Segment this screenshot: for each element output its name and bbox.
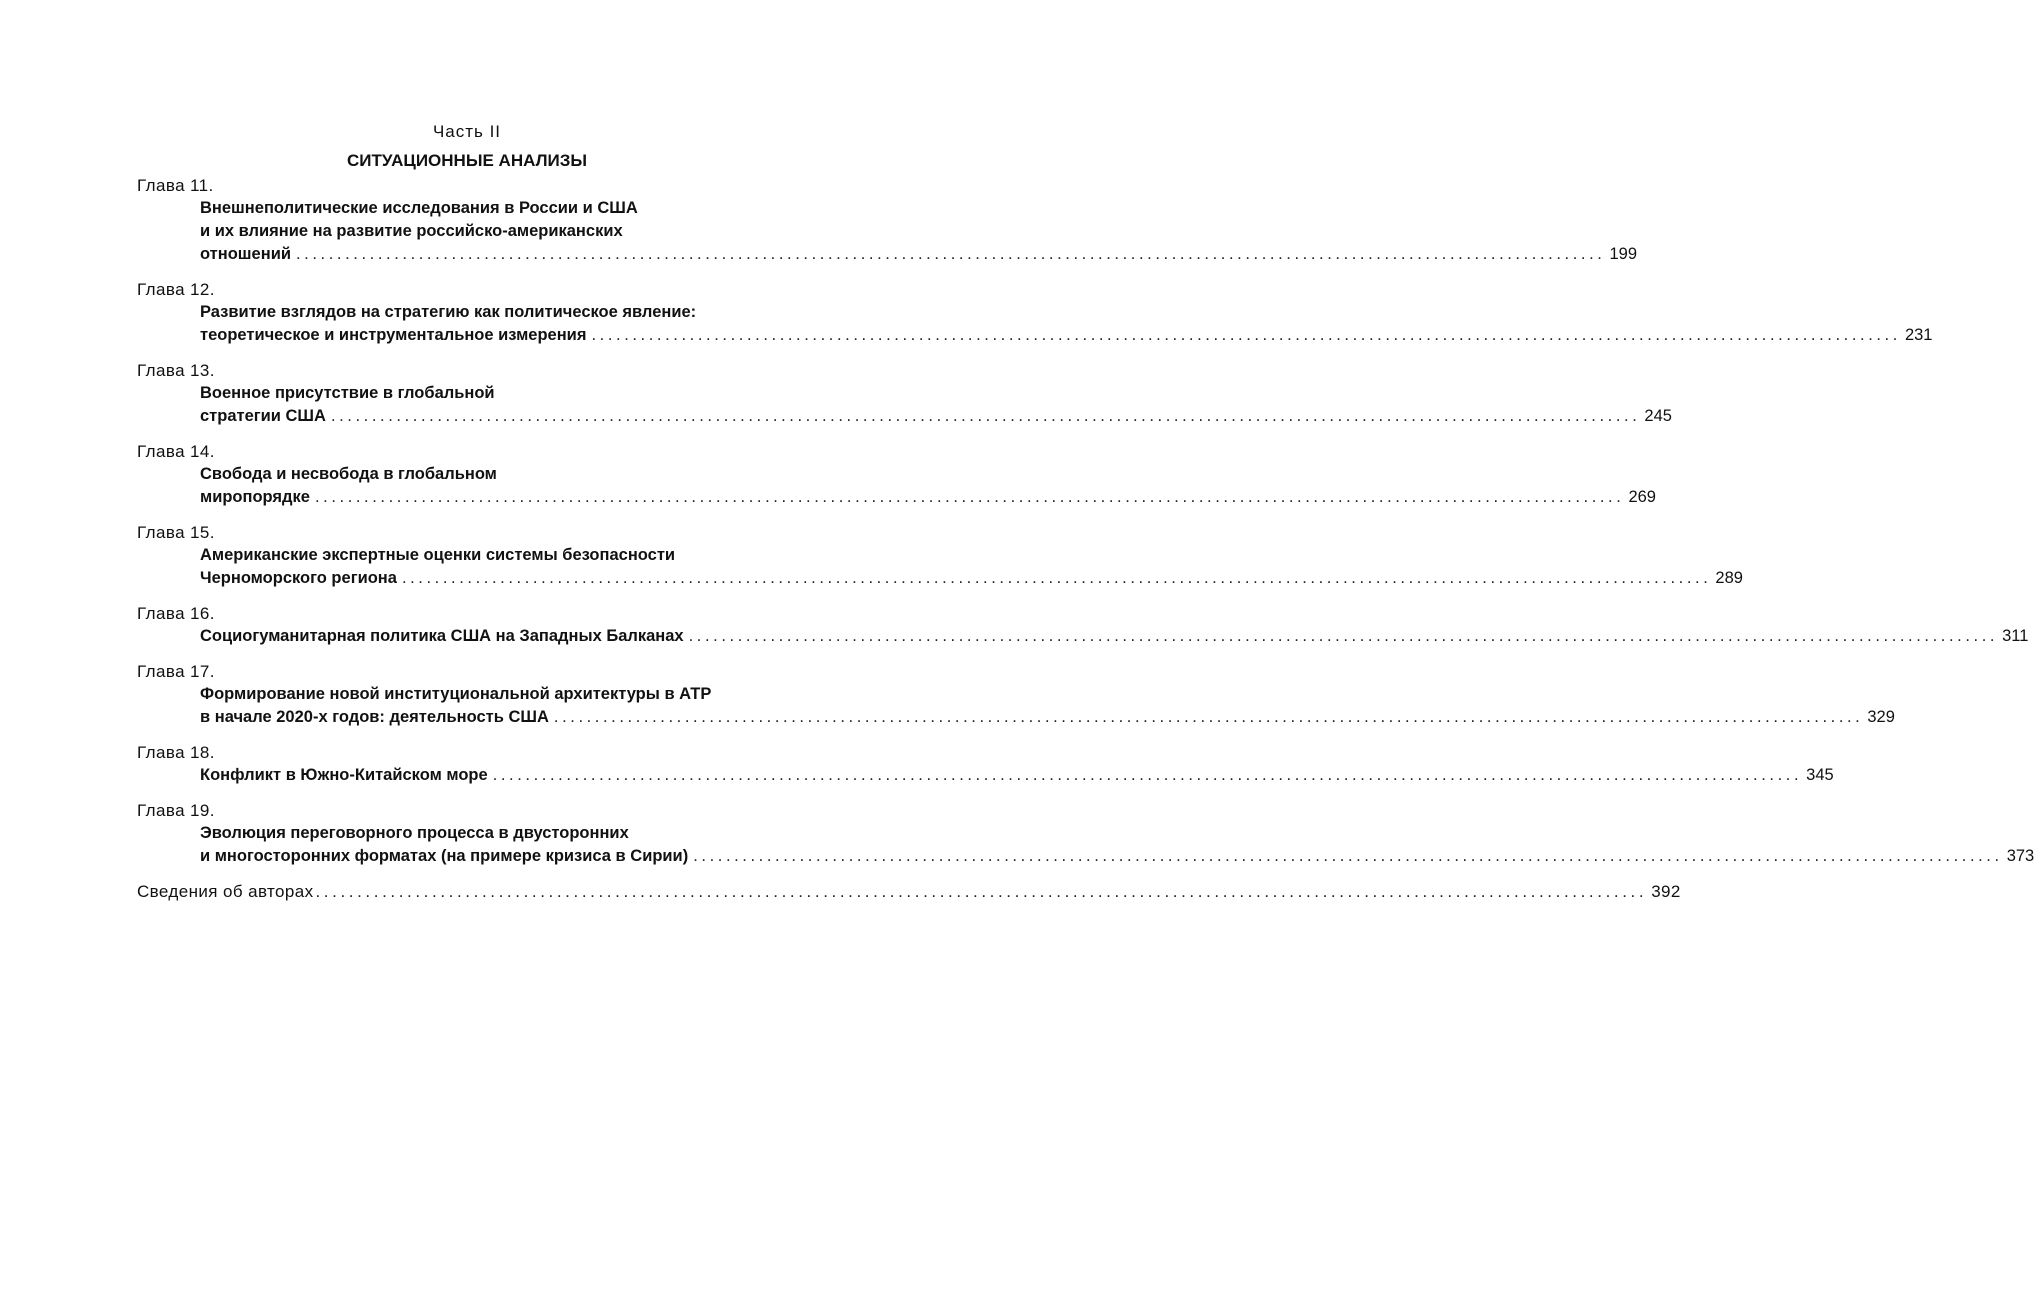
chapter-title-last-line	[200, 243, 1637, 266]
dot-leader: ................................................................................................................................................................	[314, 488, 1625, 506]
chapter-label: Глава 18.	[137, 743, 215, 762]
dot-leader: ................................................................................................................................................................	[688, 627, 1999, 645]
chapter-label: Глава 17.	[137, 662, 215, 681]
chapter-title	[200, 544, 1743, 590]
dot-leader: ................................................................................................................................................................	[492, 766, 1803, 784]
chapter-title-last-line	[200, 405, 1672, 428]
chapter-title-last-line	[200, 845, 2034, 868]
chapter-title-line: и их влияние на развитие российско-американских	[200, 222, 623, 240]
chapter-title-last-line	[200, 625, 2029, 648]
chapter-label: Глава 13.	[137, 361, 215, 380]
chapter-list	[137, 175, 2034, 868]
chapter-title	[200, 301, 1933, 347]
chapter-title	[200, 683, 1895, 729]
chapter-title	[200, 382, 1672, 428]
chapter-label: Глава 12.	[137, 280, 215, 299]
dot-leader: ................................................................................................................................................................	[315, 882, 1648, 901]
chapter-title-line: теоретическое и инструментальное измерения	[200, 326, 587, 344]
dot-leader: ................................................................................................................................................................	[330, 407, 1641, 425]
chapter-title-last-line	[200, 324, 1933, 347]
chapter-title-line: Конфликт в Южно-Китайском море	[200, 766, 488, 784]
part-title: СИТУАЦИОННЫЕ АНАЛИЗЫ	[346, 151, 588, 170]
toc-chapter-entry[interactable]	[137, 360, 1672, 428]
part-label: Часть II	[432, 122, 502, 141]
chapter-title	[200, 764, 1834, 787]
chapter-title	[200, 822, 2034, 868]
chapter-title-last-line	[200, 567, 1743, 590]
dot-leader: ................................................................................................................................................................	[553, 708, 1864, 726]
chapter-label: Глава 14.	[137, 442, 215, 461]
toc-chapter-entry[interactable]	[137, 175, 1637, 266]
toc-chapter-entry[interactable]	[137, 661, 1895, 729]
dot-leader: ................................................................................................................................................................	[693, 847, 2003, 865]
page-number: 392	[1651, 882, 1681, 901]
chapter-title-line: Развитие взглядов на стратегию как политическое явление:	[200, 303, 697, 321]
page-number: 311	[2002, 627, 2029, 645]
page-number: 289	[1715, 569, 1743, 587]
chapter-title	[200, 197, 1637, 266]
chapter-title-line: Американские экспертные оценки системы безопасности	[200, 546, 676, 564]
page-number: 199	[1609, 245, 1637, 263]
page-number: 329	[1867, 708, 1895, 726]
chapter-title-line: Внешнеполитические исследования в России и США	[200, 199, 638, 217]
toc-entry-authors[interactable]	[137, 881, 1681, 903]
chapter-title	[200, 625, 2029, 648]
page-number: 269	[1628, 488, 1656, 506]
chapter-title-line: Социогуманитарная политика США на Западных Балканах	[200, 627, 684, 645]
chapter-label: Глава 11.	[137, 176, 214, 195]
chapter-title-line: отношений	[200, 245, 291, 263]
chapter-title-line: в начале 2020-х годов: деятельность США	[200, 708, 549, 726]
chapter-title-line: и многосторонних форматах (на примере кризиса в Сирии)	[200, 847, 689, 865]
dot-leader: ................................................................................................................................................................	[591, 326, 1901, 344]
toc-chapter-entry[interactable]	[137, 603, 2029, 648]
toc-chapter-entry[interactable]	[137, 742, 1834, 787]
chapter-label: Глава 16.	[137, 604, 215, 623]
toc-chapter-entry[interactable]	[137, 441, 1656, 509]
chapter-title-last-line	[200, 486, 1656, 509]
toc-chapter-entry[interactable]	[137, 800, 2034, 868]
chapter-title-line: миропорядке	[200, 488, 310, 506]
dot-leader: ................................................................................................................................................................	[401, 569, 1712, 587]
dot-leader: ................................................................................................................................................................	[295, 245, 1606, 263]
toc-chapter-entry[interactable]	[137, 522, 1743, 590]
page-number: 245	[1644, 407, 1672, 425]
page-number: 231	[1904, 326, 1933, 344]
table-of-contents	[137, 175, 2034, 903]
toc-chapter-entry[interactable]	[137, 279, 1933, 347]
chapter-title-line: Эволюция переговорного процесса в двусторонних	[200, 824, 629, 842]
toc-entry-title: Сведения об авторах	[137, 882, 314, 901]
chapter-title-line: Свобода и несвобода в глобальном	[200, 465, 497, 483]
chapter-title-line: Формирование новой институциональной архитектуры в АТР	[200, 685, 712, 703]
chapter-title-line: Черноморского региона	[200, 569, 397, 587]
page-number: 373	[2006, 847, 2034, 865]
chapter-title-line: Военное присутствие в глобальной	[200, 384, 495, 402]
page-number: 345	[1806, 766, 1834, 784]
chapter-title-last-line	[200, 706, 1895, 729]
chapter-title	[200, 463, 1656, 509]
chapter-title-last-line	[200, 764, 1834, 787]
chapter-title-line: стратегии США	[200, 407, 326, 425]
chapter-label: Глава 19.	[137, 801, 215, 820]
chapter-label: Глава 15.	[137, 523, 215, 542]
